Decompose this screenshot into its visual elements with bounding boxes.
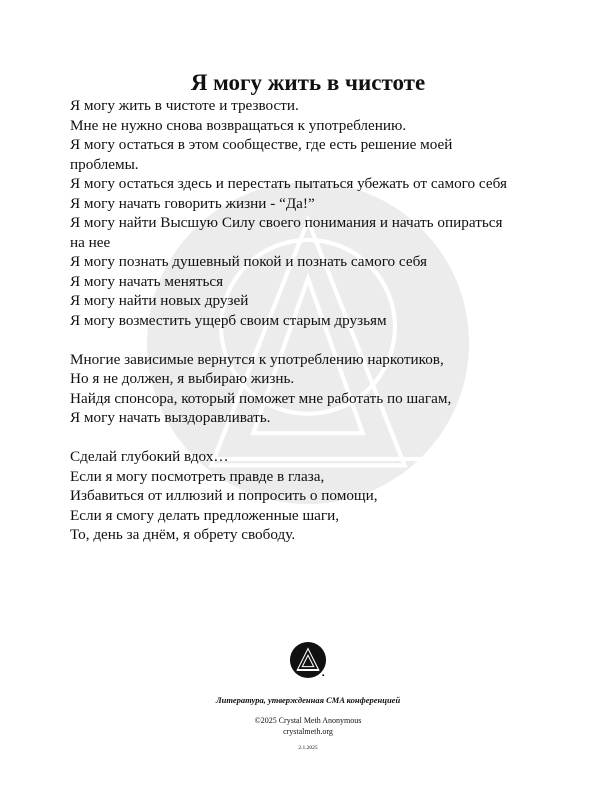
poem-line: Мне не нужно снова возвращаться к употреблению. bbox=[70, 116, 407, 134]
footer-copyright: ©2025 Crystal Meth Anonymous bbox=[254, 716, 362, 725]
poem-line: Я могу начать меняться bbox=[70, 272, 224, 290]
poem-line: Я могу начать выздоравливать. bbox=[70, 409, 271, 426]
poem-line: на нее bbox=[70, 233, 111, 251]
poem-line: Я могу найти новых друзей bbox=[70, 292, 249, 309]
poem-line: Я могу остаться в этом сообществе, где есть решение моей bbox=[70, 136, 453, 153]
stanza-1 bbox=[70, 96, 560, 330]
poem-line: Если я смогу делать предложенные шаги, bbox=[70, 506, 340, 524]
stanza-3 bbox=[70, 447, 560, 545]
poem-line: Я могу найти Высшую Силу своего понимания и начать опираться bbox=[70, 214, 503, 231]
cma-logo-icon bbox=[289, 641, 327, 679]
poem-line: Многие зависимые вернутся к употреблению наркотиков, bbox=[70, 350, 444, 368]
footer-approval-text: Литература, утвержденная CMA конференцией bbox=[215, 695, 401, 705]
footer-date: 2.1.2025 bbox=[298, 745, 318, 751]
poem-line: То, день за днём, я обрету свободу. bbox=[70, 526, 296, 543]
stanza-2 bbox=[70, 350, 560, 428]
poem-line: Найдя спонсора, который поможет мне работать по шагам, bbox=[70, 389, 452, 407]
poem-line: Я могу жить в чистоте и трезвости. bbox=[70, 97, 299, 114]
poem-line: Сделай глубокий вдох… bbox=[70, 448, 229, 465]
footer-website-link[interactable]: crystalmeth.org bbox=[283, 727, 333, 736]
poem-body bbox=[70, 96, 560, 564]
poem-line: Я могу возместить ущерб своим старым друзьям bbox=[70, 311, 387, 329]
page-title: Я могу жить в чистоте bbox=[190, 70, 426, 96]
poem-line: проблемы. bbox=[70, 155, 139, 173]
poem-line: Если я могу посмотреть правде в глаза, bbox=[70, 467, 325, 485]
poem-line: Я могу познать душевный покой и познать самого себя bbox=[70, 253, 427, 270]
poem-line: Но я не должен, я выбираю жизнь. bbox=[70, 370, 295, 387]
poem-line: Я могу остаться здесь и перестать пытаться убежать от самого себя bbox=[70, 175, 507, 192]
poem-line: Я могу начать говорить жизни - “Да!” bbox=[70, 194, 315, 212]
poem-line: Избавиться от иллюзий и попросить о помощи, bbox=[70, 487, 378, 504]
